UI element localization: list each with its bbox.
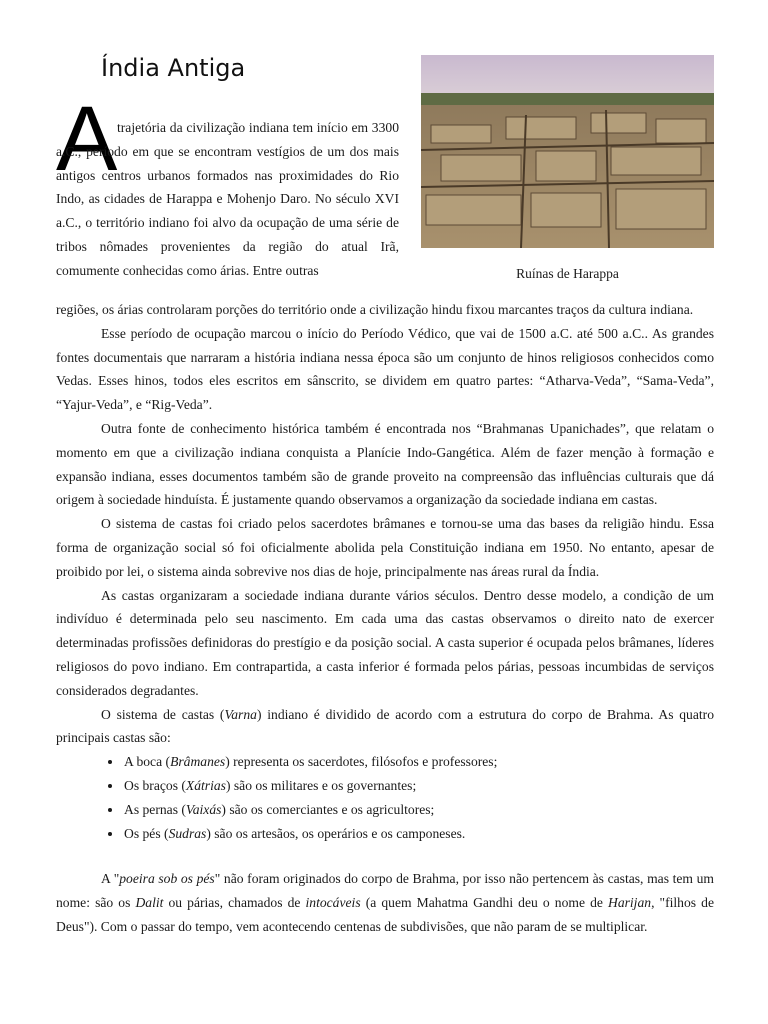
list-item: • As pernas (Vaixás) são os comerciantes e os agricultores; — [123, 798, 714, 822]
list-item: • Os pés (Sudras) são os artesãos, os operários e os camponeses. — [123, 822, 714, 846]
intro-continuation: regiões, os árias controlaram porções do território onde a civilização hindu fixou marcantes traços da cultura indiana. — [56, 302, 694, 317]
list-item: • A boca (Brâmanes) representa os sacerdotes, filósofos e professores; — [123, 750, 714, 774]
paragraph: As castas organizaram a sociedade indiana durante vários séculos. Dentro desse modelo, a condição de um indivíduo é determinada pelo seu nascimento. Em cada uma das castas observamos o direito nato de exercer determinadas profissões definidoras do prestígio e da posição social. A casta superior é ocupada pelos brâmanes, líderes religiosos do povo indiano. Em contrapartida, a casta inferior é formada pelos párias, pessoas incumbidas de serviços considerados degradantes. — [56, 587, 714, 698]
paragraph: Esse período de ocupação marcou o início do Período Védico, que vai de 1500 a.C. até 500 a.C.. As grandes fontes documentais que narraram a história indiana nessa época são um conjunto de hinos religiosos conhecidos como Vedas. Esses hinos, todos eles escritos em sânscrito, se dividem em quatro partes: “Atharva-Veda”, “Sama-Veda”, “Yajur-Veda”, e “Rig-Veda”. — [56, 325, 714, 413]
intro-paragraph: trajetória da civilização indiana tem início em 3300 a.C., período em que se encontram vestígios de um dos mais antigos centros urbanos formados nas proximidades do Rio Indo, as cidades de Harappa e Mohenjo Daro. No século XVI a.C., o território indiano foi alvo da ocupação de uma série de tribos nômades provenientes da região do atual Irã, comumente conhecidas como árias. Entre outras — [56, 120, 399, 278]
paragraph: O sistema de castas foi criado pelos sacerdotes brâmanes e tornou-se uma das bases da religião hindu. Essa forma de organização social só foi oficialmente abolida pela Constituição indiana em 1950. No entanto, apesar de proibido por lei, o sistema ainda sobrevive nos dias de hoje, principalmente nas áreas rural da Índia. — [56, 516, 714, 579]
varna-paragraph: O sistema de castas (Varna) indiano é dividido de acordo com a estrutura do corpo de Brahma. As quatro principais castas são: — [56, 706, 714, 746]
drop-cap: A — [56, 88, 118, 190]
harappa-ruins-photo — [421, 55, 714, 248]
article-body — [56, 298, 714, 939]
paragraph: Outra fonte de conhecimento histórica também é encontrada nos “Brahmanas Upanichades”, que relatam o momento em que a civilização indiana conquista a Planície Indo-Gangética. Além de fazer menção à formação e expansão indiana, esses documentos também são de grande proveito na compreensão das influências culturais que dá origem à sociedade hinduísta. É justamente quando observamos a organização da sociedade indiana em castas. — [56, 420, 714, 508]
caste-list — [56, 750, 714, 845]
photo-caption: Ruínas de Harappa — [516, 266, 619, 281]
page-title: Índia Antiga — [101, 54, 246, 82]
final-paragraph: A "poeira sob os pés" não foram originados do corpo de Brahma, por isso não pertencem às castas, mas tem um nome: são os Dalit ou párias, chamados de intocáveis (a quem Mahatma Gandhi deu o nome de Harijan, "filhos de Deus"). Com o passar do tempo, vem acontecendo centenas de subdivisões, que não param de se multiplicar. — [56, 871, 715, 934]
list-item: • Os braços (Xátrias) são os militares e os governantes; — [123, 774, 714, 798]
